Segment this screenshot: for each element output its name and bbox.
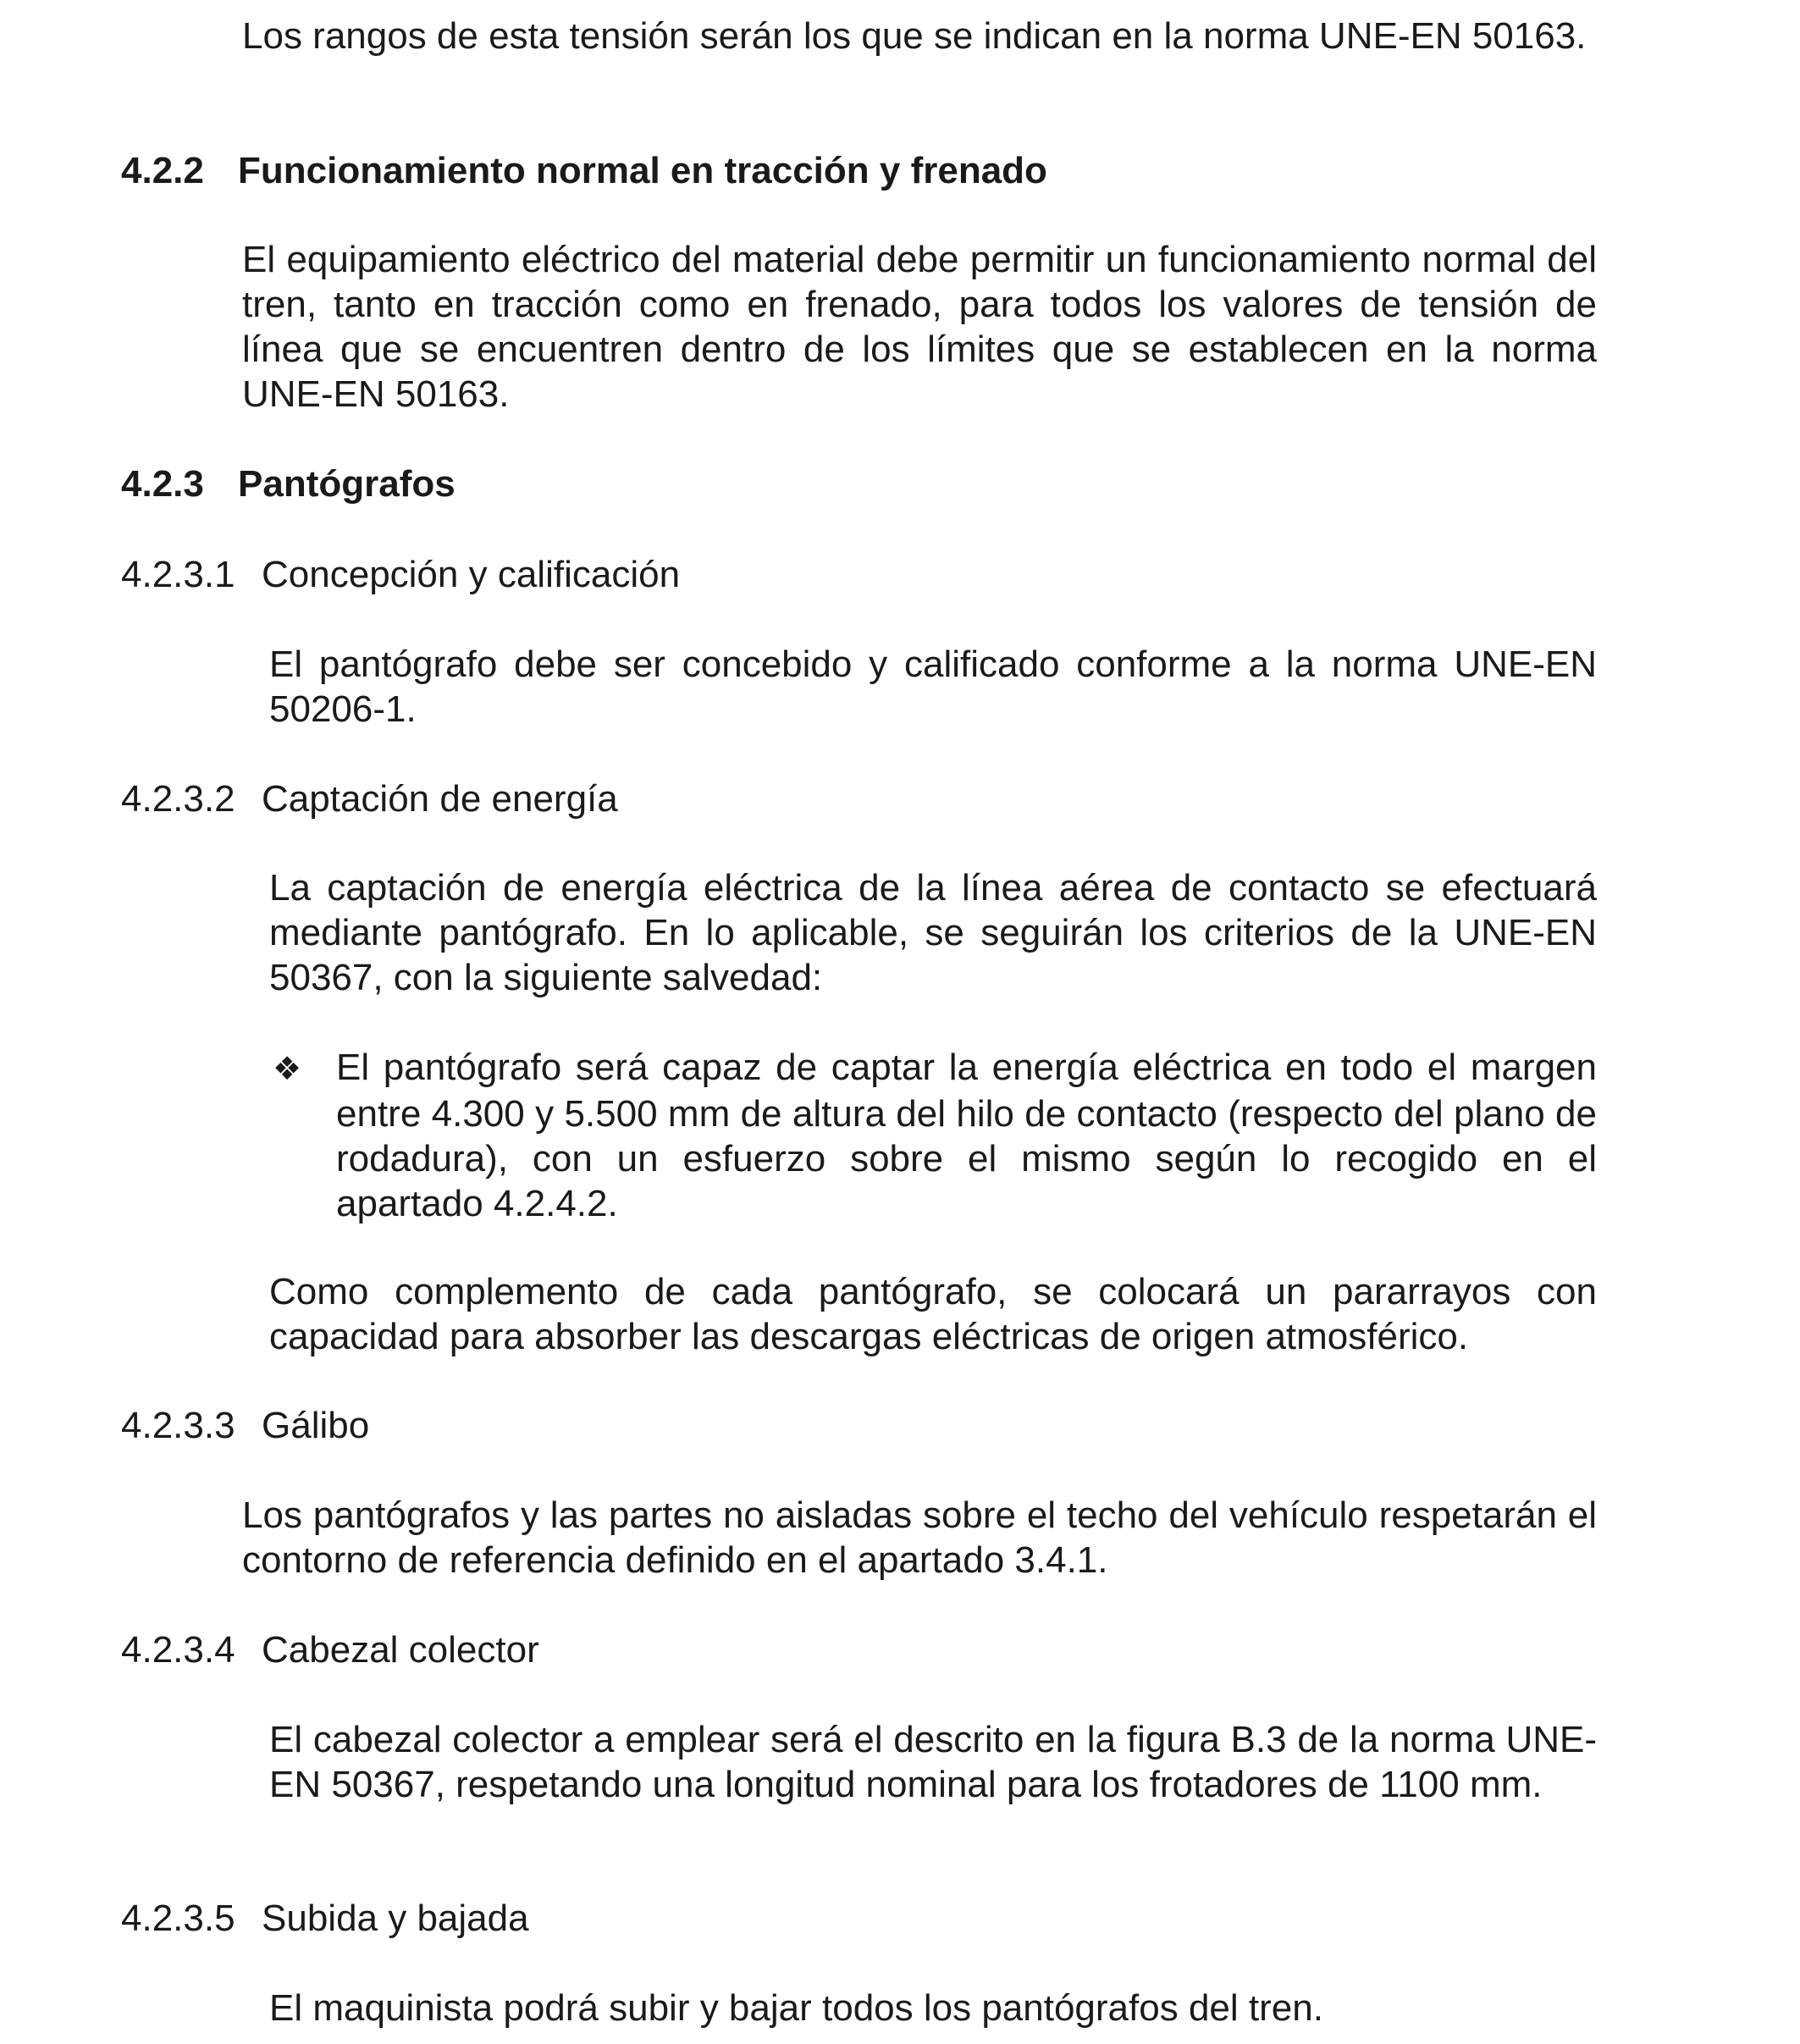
- section-title: Concepción y calificación: [262, 554, 681, 595]
- paragraph-4-2-3-1: El pantógrafo debe ser concebido y calificado conforme a la norma UNE-EN 50206-1.: [269, 644, 1597, 730]
- heading-4-2-2: [121, 148, 1047, 193]
- section-title: Cabezal colector: [262, 1629, 539, 1671]
- heading-4-2-3-4: [121, 1627, 539, 1672]
- bullet-item: [273, 1045, 1597, 1226]
- heading-4-2-3: [121, 461, 456, 506]
- section-number: 4.2.3.3: [121, 1405, 235, 1446]
- section-number: 4.2.3.2: [121, 778, 235, 820]
- section-number: 4.2.3.5: [121, 1898, 235, 1939]
- intro-paragraph: Los rangos de esta tensión serán los que se indican en la norma UNE-EN 50163.: [242, 15, 1587, 57]
- heading-4-2-3-1: [121, 552, 680, 597]
- paragraph-4-2-3-2: La captación de energía eléctrica de la línea aérea de contacto se efectuará mediante pantógrafo. En lo aplicable, se seguirán los criterios de la UNE-EN 50367, con la siguiente salvedad:: [269, 867, 1597, 998]
- heading-4-2-3-5: [121, 1896, 529, 1941]
- heading-4-2-3-3: [121, 1403, 369, 1448]
- section-number: 4.2.3.1: [121, 554, 235, 595]
- paragraph-4-2-3-2-complement: Como complemento de cada pantógrafo, se colocará un pararrayos con capacidad para absorber las descargas eléctricas de origen atmosférico.: [269, 1271, 1597, 1357]
- paragraph-4-2-3-3: Los pantógrafos y las partes no aisladas sobre el techo del vehículo respetarán el contorno de referencia definido en el apartado 3.4.1.: [242, 1494, 1597, 1581]
- paragraph-4-2-3-5: El maquinista podrá subir y bajar todos los pantógrafos del tren.: [269, 1987, 1323, 2029]
- section-number: 4.2.3.4: [121, 1629, 235, 1671]
- heading-4-2-3-2: [121, 776, 618, 821]
- section-number: 4.2.3: [121, 463, 204, 505]
- section-title: Gálibo: [262, 1405, 370, 1446]
- section-title: Subida y bajada: [262, 1898, 529, 1939]
- section-title: Pantógrafos: [238, 463, 456, 505]
- bullet-text: El pantógrafo será capaz de captar la energía eléctrica en todo el margen entre 4.300 y 5.500 mm de altura del hilo de contacto (respecto del plano de rodadura), con un esfuerzo sobre el mismo según lo recogido en el apartado 4.2.4.2.: [336, 1047, 1597, 1224]
- paragraph-4-2-3-4: El cabezal colector a emplear será el descrito en la figura B.3 de la norma UNE-EN 50367, respetando una longitud nominal para los frotadores de 1100 mm.: [269, 1719, 1597, 1805]
- section-number: 4.2.2: [121, 150, 204, 191]
- paragraph-4-2-2: El equipamiento eléctrico del material debe permitir un funcionamiento normal del tren, tanto en tracción como en frenado, para todos los valores de tensión de línea que se encuentren dentro de los límites que se establecen en la norma UNE-EN 50163.: [242, 239, 1597, 415]
- section-title: Funcionamiento normal en tracción y frenado: [238, 150, 1047, 191]
- diamond-bullet-icon: ❖: [273, 1050, 302, 1087]
- section-title: Captación de energía: [262, 778, 618, 820]
